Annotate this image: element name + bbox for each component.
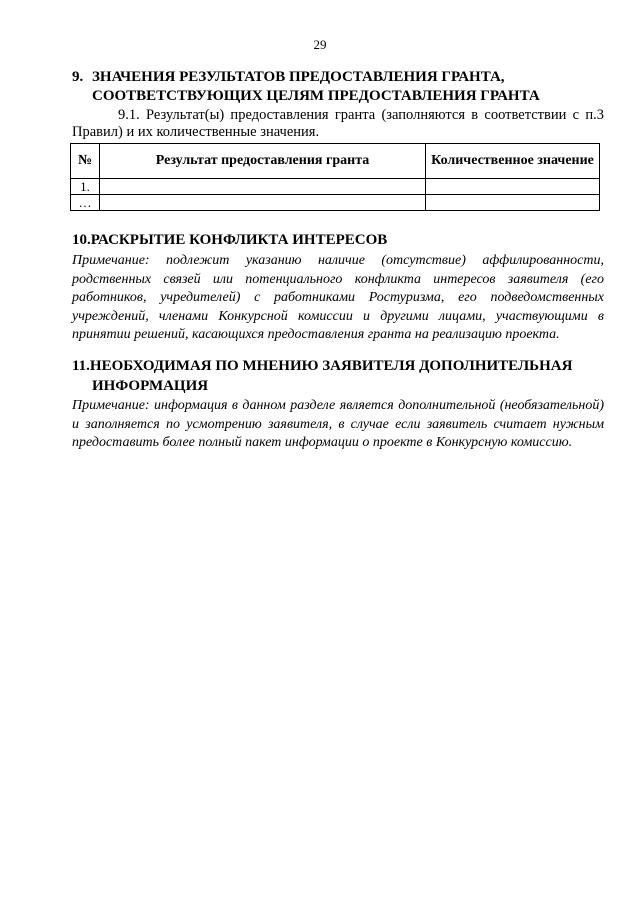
section-10-note: Примечание: подлежит указанию наличие (отсутствие) аффилированности, родственных связей или потенциального конфликта интересов заявителя (его работников, учредителей) с работниками Ростуризма, его подведомственных учреждений, членами Конкурсной комиссии и другими лицами, участвующими в принятии решений, касающихся предоставления гранта на реализацию проекта. — [72, 253, 604, 342]
section-9-1-line2: Правил) и их количественные значения. — [72, 124, 320, 140]
section-9-1-paragraph — [72, 107, 604, 141]
section-11-title-line1: 11.НЕОБХОДИМАЯ ПО МНЕНИЮ ЗАЯВИТЕЛЯ ДОПОЛНИТЕЛЬНАЯ — [72, 358, 573, 374]
page-number: 29 — [313, 37, 327, 52]
table-cell — [426, 195, 600, 211]
table-header-row — [71, 144, 600, 179]
header-quantity: Количественное значение — [426, 144, 600, 179]
table-cell: … — [71, 195, 100, 211]
section-9-heading — [72, 68, 612, 106]
table-cell — [426, 179, 600, 195]
table-cell: 1. — [71, 179, 100, 195]
section-10-heading: 10.РАСКРЫТИЕ КОНФЛИКТА ИНТЕРЕСОВ — [72, 232, 388, 248]
section-11-title-line2: ИНФОРМАЦИЯ — [92, 378, 209, 394]
header-number: № — [71, 144, 100, 179]
table-cell — [100, 195, 426, 211]
section-9-number: 9. — [72, 69, 84, 85]
section-9-title-line1: ЗНАЧЕНИЯ РЕЗУЛЬТАТОВ ПРЕДОСТАВЛЕНИЯ ГРАНТА, — [92, 69, 505, 85]
table-row — [71, 195, 600, 211]
section-11-heading — [72, 356, 612, 396]
table-row — [71, 179, 600, 195]
section-11-note: Примечание: информация в данном разделе является дополнительной (необязательной) и заполняется по усмотрению заявителя, в случае если заявитель считает нужным предоставить более полный пакет информации о проекте в Конкурсную комиссию. — [72, 398, 604, 450]
section-9-title-line2: СООТВЕТСТВУЮЩИХ ЦЕЛЯМ ПРЕДОСТАВЛЕНИЯ ГРАНТА — [92, 88, 540, 104]
results-table — [70, 143, 600, 211]
section-9-1-line1: 9.1. Результат(ы) предоставления гранта (заполняются в соответствии с п.3 — [118, 107, 604, 123]
header-result: Результат предоставления гранта — [100, 144, 426, 179]
table-cell — [100, 179, 426, 195]
